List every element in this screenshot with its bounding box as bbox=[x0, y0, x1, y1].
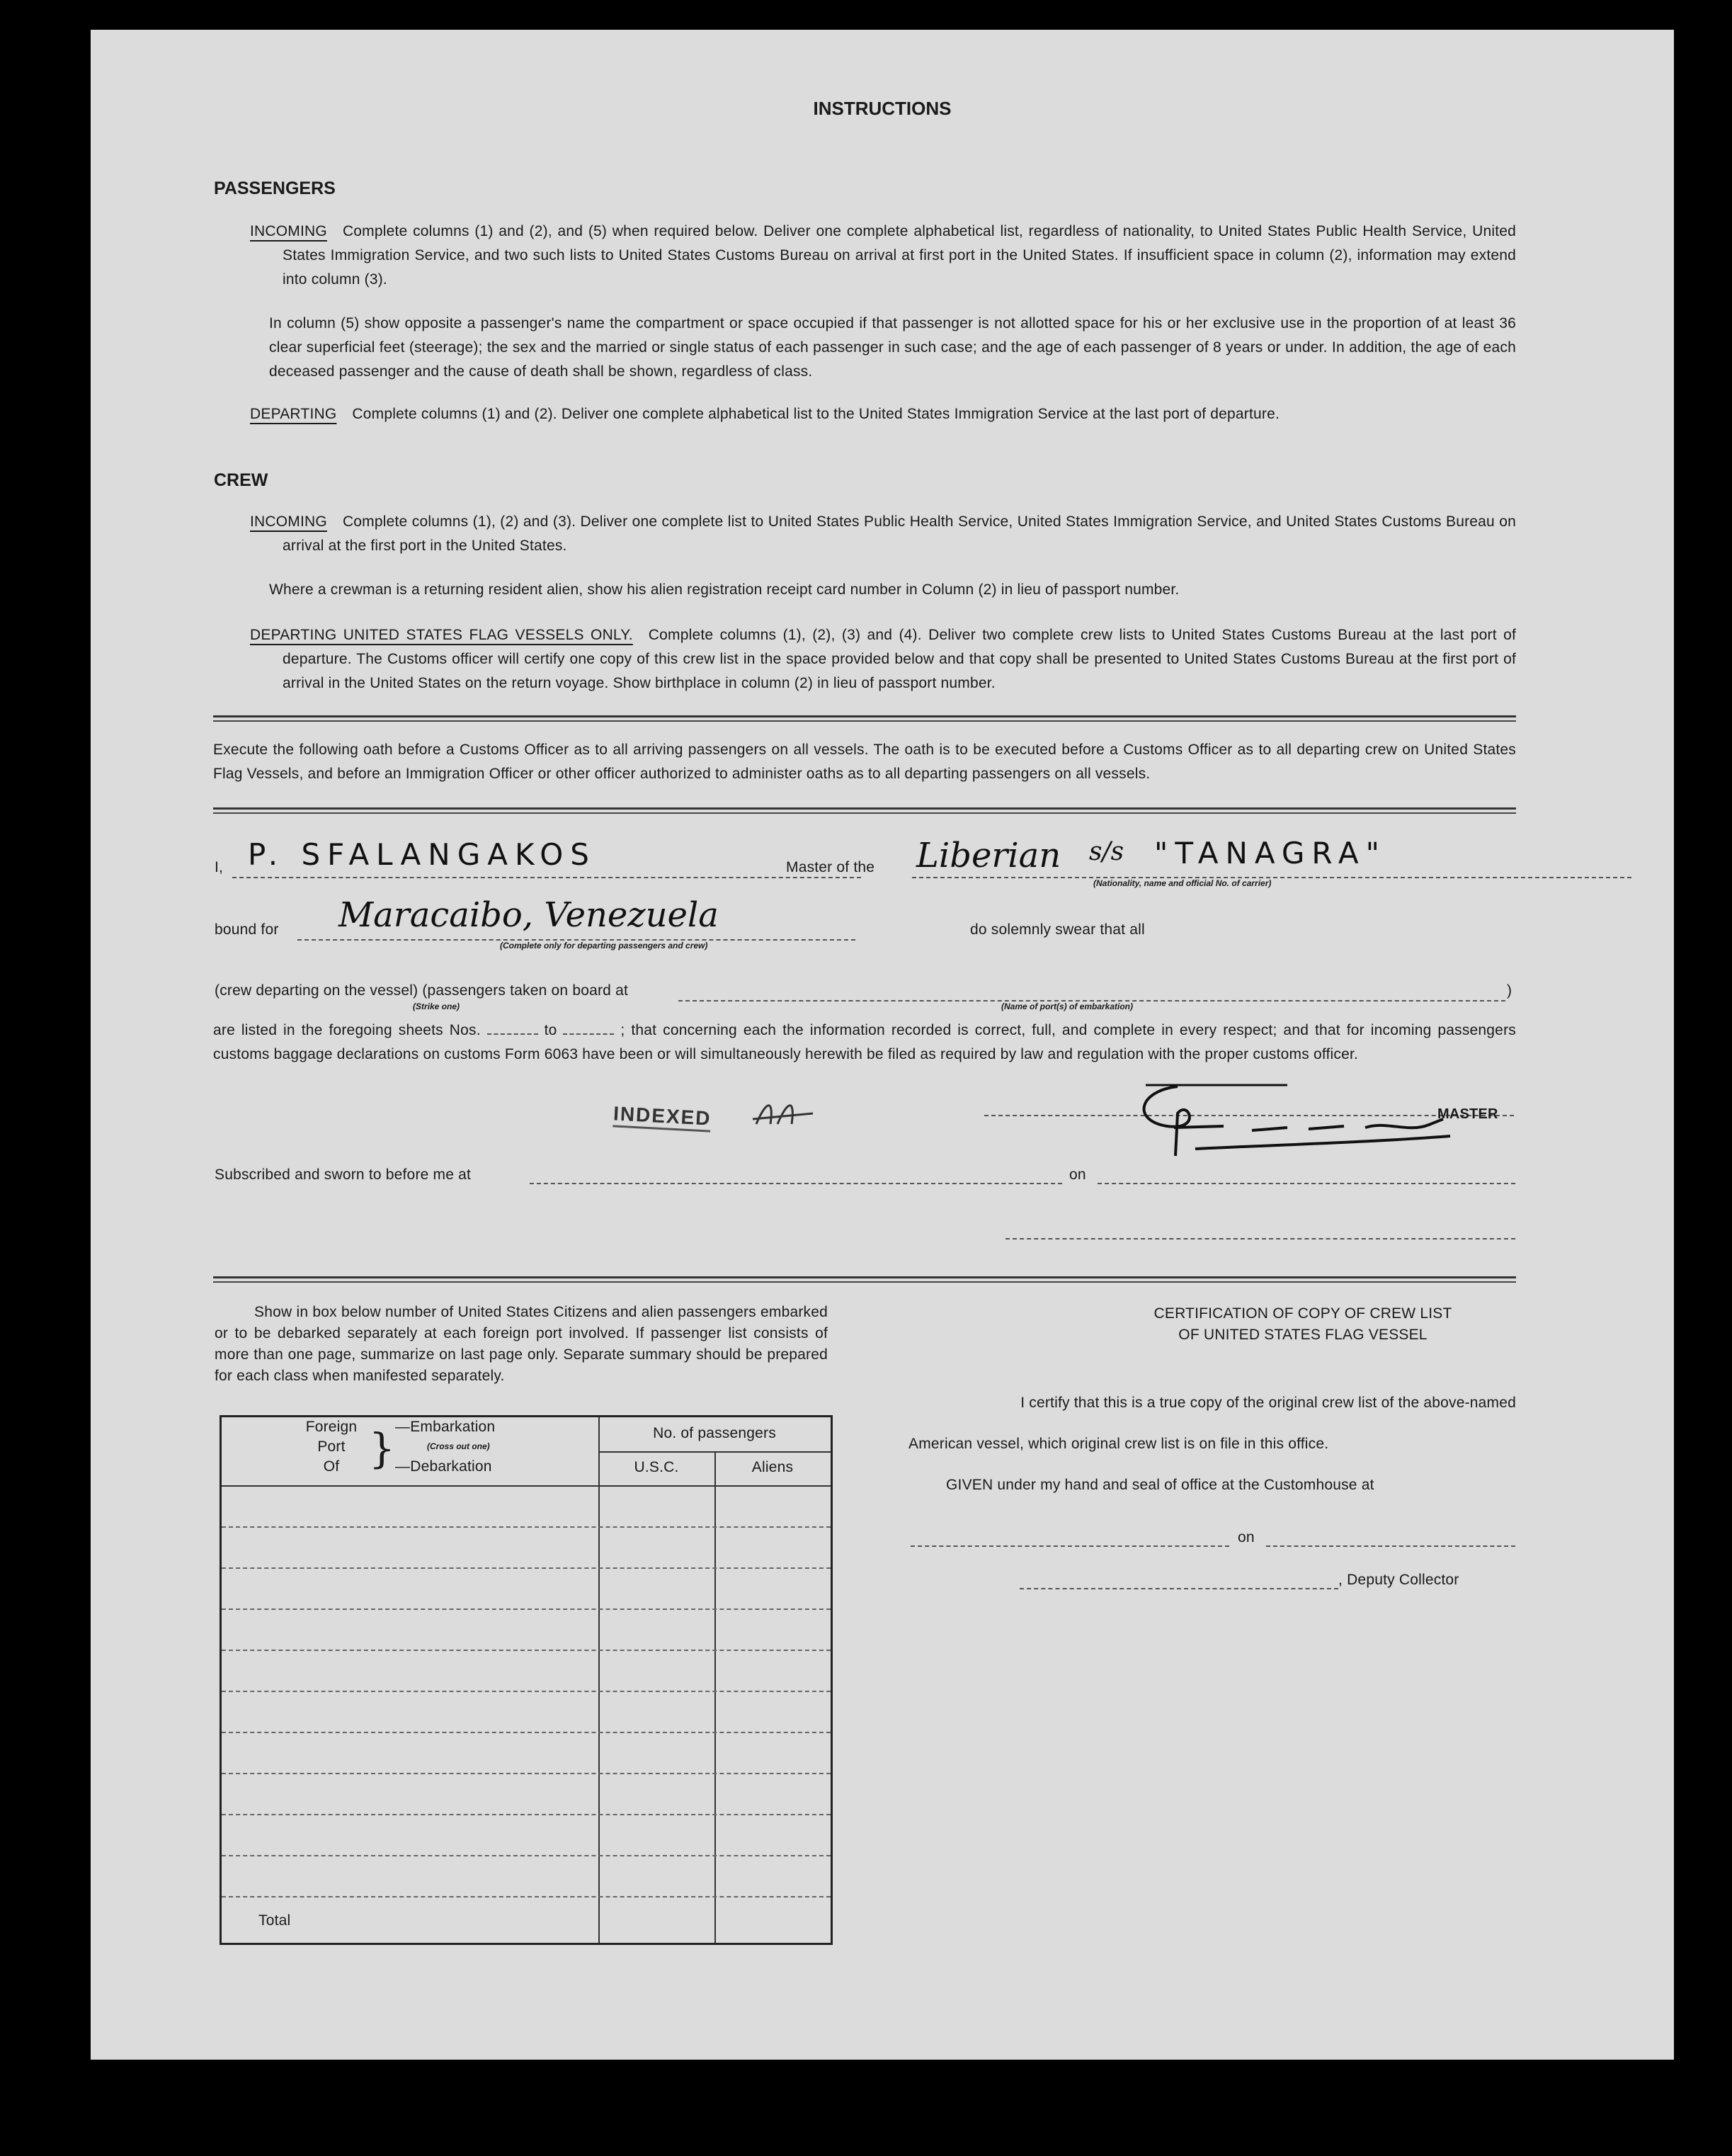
stamp-initials-mark bbox=[749, 1092, 827, 1135]
certification-title bbox=[984, 1303, 1622, 1346]
passenger-summary-table bbox=[220, 1415, 833, 1945]
certification-on-label: on bbox=[1238, 1529, 1255, 1545]
header-foreign: Foreign bbox=[305, 1419, 358, 1435]
master-name-line[interactable] bbox=[232, 877, 861, 878]
crew-incoming-text: Complete columns (1), (2) and (3). Deliver one complete list to United States Public Health Service, United States Immigration Service, and United States Customs Bureau on arrival at the first port in the United States. bbox=[283, 514, 1516, 554]
table-row-line bbox=[222, 1773, 831, 1774]
crew-incoming-label: INCOMING bbox=[250, 514, 327, 530]
table-row-line bbox=[222, 1567, 831, 1569]
passengers-column5-text: In column (5) show opposite a passenger's name the compartment or space occupied if that passenger is not allotted space for his or her exclusive use in the proportion of at least 36 clear superficial feet (steerage); the sex and the married or single status of each passenger in such case; and the age of each passenger of 8 years or under. In addition, the age of each deceased passenger and the cause of death shall be shown, regardless of class. bbox=[269, 315, 1516, 380]
divider-oath-bottom bbox=[213, 812, 1516, 814]
table-row-line bbox=[222, 1650, 831, 1651]
table-subheader-rule bbox=[598, 1451, 831, 1453]
strike-caption: (Strike one) bbox=[413, 1002, 460, 1011]
table-row-line bbox=[222, 1855, 831, 1856]
vessel-name-handwritten: "TANAGRA" bbox=[1154, 836, 1386, 870]
page-title: INSTRUCTIONS bbox=[813, 98, 952, 119]
divider-summary-bottom bbox=[213, 1281, 1516, 1283]
certification-title-line2: OF UNITED STATES FLAG VESSEL bbox=[1178, 1327, 1428, 1343]
crew-heading: CREW bbox=[214, 470, 268, 490]
subscribed-on-label: on bbox=[1069, 1167, 1086, 1183]
given-line: GIVEN under my hand and seal of office at the Customhouse at bbox=[946, 1477, 1374, 1493]
listed-text: ; that concerning each the information recorded is correct, full, and complete in every respect; and that for incoming passengers customs baggage declarations on customs Form 6063 have been or will simultaneously herewith be filed as required by law and regulation with the proper customs officer. bbox=[213, 1022, 1516, 1062]
table-col-divider-usc bbox=[598, 1417, 600, 1943]
sheet-from-field[interactable] bbox=[487, 1033, 538, 1035]
header-foreign-port-of bbox=[300, 1417, 363, 1477]
total-label: Total bbox=[258, 1912, 291, 1929]
destination-handwritten: Maracaibo, Venezuela bbox=[338, 895, 719, 935]
table-row-line bbox=[222, 1526, 831, 1528]
sheet-to-field[interactable] bbox=[563, 1033, 614, 1035]
deputy-collector-label: , Deputy Collector bbox=[1338, 1572, 1459, 1588]
usc-header: U.S.C. bbox=[634, 1459, 679, 1475]
master-of-label: Master of the bbox=[786, 859, 875, 875]
header-of: Of bbox=[323, 1458, 340, 1475]
aliens-header: Aliens bbox=[751, 1459, 794, 1475]
certify-line2: American vessel, which original crew list is on file in this office. bbox=[908, 1436, 1329, 1452]
swear-label: do solemnly swear that all bbox=[970, 921, 1145, 938]
cross-out-caption: (Cross out one) bbox=[427, 1441, 490, 1451]
listed-block bbox=[213, 1019, 1516, 1067]
oath-i-label: I, bbox=[215, 859, 224, 875]
passengers-departing-label: DEPARTING bbox=[250, 406, 337, 422]
passengers-heading: PASSENGERS bbox=[214, 178, 336, 198]
header-brace: } bbox=[369, 1424, 395, 1473]
table-row-line bbox=[222, 1732, 831, 1733]
deputy-collector-line[interactable] bbox=[1020, 1588, 1338, 1589]
subscribed-label: Subscribed and sworn to before me at bbox=[215, 1167, 472, 1183]
divider-double-top bbox=[213, 715, 1516, 717]
subscribed-place-line[interactable] bbox=[530, 1183, 1062, 1184]
close-paren: ) bbox=[1507, 982, 1512, 999]
table-col-divider-aliens bbox=[714, 1451, 716, 1943]
nationality-handwritten: Liberian bbox=[916, 836, 1061, 875]
no-of-passengers-header: No. of passengers bbox=[653, 1425, 776, 1441]
carrier-line[interactable] bbox=[912, 877, 1631, 878]
master-label: MASTER bbox=[1437, 1106, 1498, 1122]
to-label: to bbox=[544, 1022, 557, 1038]
embarkation-label: —Embarkation bbox=[395, 1419, 496, 1435]
table-row-line bbox=[222, 1609, 831, 1610]
passengers-departing-text: Complete columns (1) and (2). Deliver one complete alphabetical list to the United States Immigration Service at the last port of departure. bbox=[352, 406, 1280, 422]
table-row-line bbox=[222, 1691, 831, 1692]
passengers-incoming-text: Complete columns (1) and (2), and (5) when required below. Deliver one complete alphabetical list, regardless of nationality, to United States Public Health Service, United States Immigration Service, and two such lists to United States Customs Bureau on arrival at first port in the United States. If insufficient space in column (2), information may extend into column (3). bbox=[283, 223, 1516, 288]
table-row-line bbox=[222, 1896, 831, 1897]
crew-departing-label: DEPARTING UNITED STATES FLAG VESSELS ONLY. bbox=[250, 627, 633, 643]
master-name-handwritten: P. SFALANGAKOS bbox=[248, 837, 596, 872]
table-row-line bbox=[222, 1814, 831, 1815]
header-port: Port bbox=[317, 1439, 346, 1455]
crew-incoming-block bbox=[250, 510, 1516, 558]
destination-caption: (Complete only for departing passengers and crew) bbox=[500, 941, 708, 951]
bound-for-label: bound for bbox=[215, 921, 279, 938]
carrier-caption: (Nationality, name and official No. of carrier) bbox=[1093, 878, 1272, 888]
summary-instructions: Show in box below number of United States Citizens and alien passengers embarked or to be debarked separately at each foreign port involved. If passenger list consists of more than one page, summarize on last page only. Separate summary should be prepared for each class when manifested separately. bbox=[215, 1304, 828, 1384]
certification-date-line[interactable] bbox=[1266, 1545, 1515, 1547]
passengers-incoming-block bbox=[250, 220, 1516, 292]
crew-passengers-label: (crew departing on the vessel) (passengers taken on board at bbox=[215, 982, 628, 999]
divider-double-bottom bbox=[213, 720, 1516, 722]
certification-title-line1: CERTIFICATION OF COPY OF CREW LIST bbox=[1153, 1305, 1452, 1322]
divider-oath-top bbox=[213, 807, 1516, 810]
debarkation-label: —Debarkation bbox=[395, 1458, 492, 1475]
crew-departing-text: Complete columns (1), (2), (3) and (4). Deliver two complete crew lists to United States Customs Bureau at the last port of departure. The Customs officer will certify one copy of this crew list in the space provided below and that copy shall be presented to United States Customs Bureau at the first port of arrival in the United States on the return voyage. Show birthplace in column (2) in lieu of passport number. bbox=[283, 627, 1517, 691]
listed-prefix: are listed in the foregoing sheets Nos. bbox=[213, 1022, 481, 1038]
crew-resident-text: Where a crewman is a returning resident alien, show his alien registration receipt card number in Column (2) in lieu of passport number. bbox=[269, 581, 1180, 598]
crew-departing-block bbox=[250, 623, 1516, 696]
divider-summary-top bbox=[213, 1276, 1516, 1278]
passengers-departing-block bbox=[250, 402, 1516, 426]
oath-intro: Execute the following oath before a Customs Officer as to all arriving passengers on all vessels. The oath is to be executed before a Customs Officer as to all departing crew on United States Flag Vessels, and before an Immigration Officer or other officer authorized to administer oaths as to all departing passengers on all vessels. bbox=[213, 742, 1516, 782]
vessel-type-handwritten: s/s bbox=[1089, 837, 1124, 866]
passengers-incoming-label: INCOMING bbox=[250, 223, 327, 239]
certify-line1: I certify that this is a true copy of the original crew list of the above-named bbox=[1020, 1395, 1516, 1411]
indexed-stamp: INDEXED bbox=[613, 1102, 712, 1132]
form-page bbox=[91, 30, 1674, 2060]
customhouse-line[interactable] bbox=[911, 1545, 1229, 1547]
officer-signature-line[interactable] bbox=[1005, 1238, 1515, 1239]
table-header-rule bbox=[222, 1485, 831, 1487]
subscribed-date-line[interactable] bbox=[1098, 1183, 1515, 1184]
ports-caption: (Name of port(s) of embarkation) bbox=[1001, 1002, 1134, 1011]
